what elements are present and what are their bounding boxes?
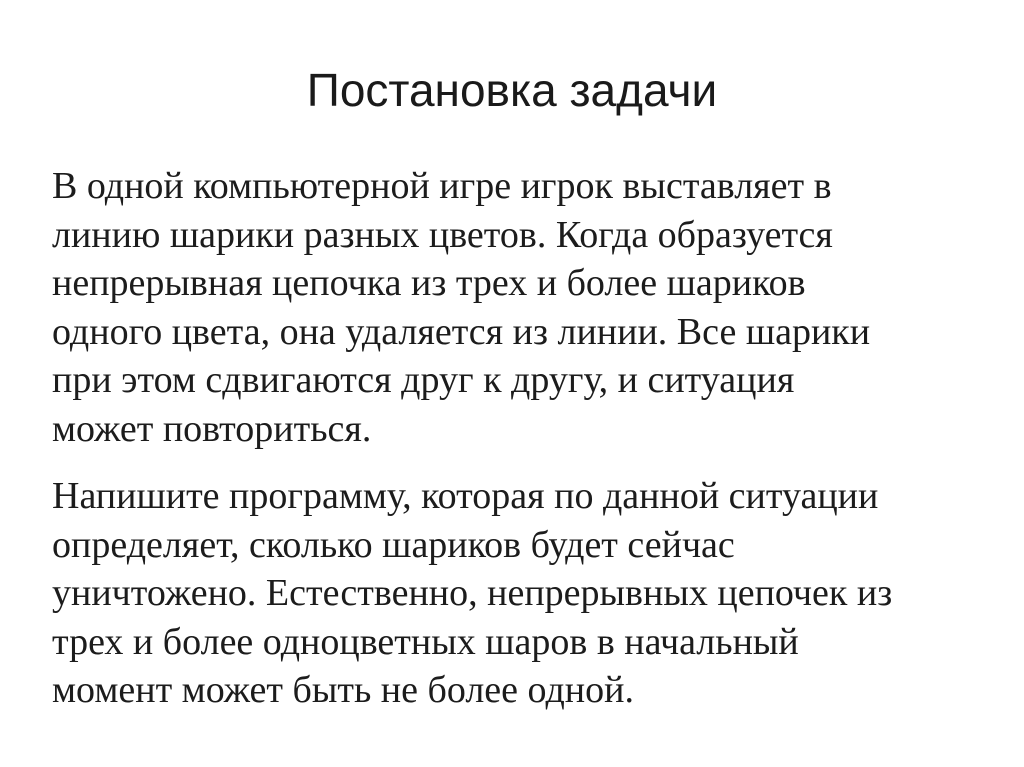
text-line: Напишите программу, которая по данной ситуации <box>52 475 879 517</box>
text-line: трех и более одноцветных шаров в начальный <box>52 620 799 663</box>
text-line: непрерывная цепочка из трех и более шариков <box>52 262 806 304</box>
text-line: момент может быть не более одной. <box>52 669 634 711</box>
text-line: В одной компьютерной игре игрок выставляет в <box>52 165 832 207</box>
text-line: линию шарики разных цветов. Когда образуется <box>52 213 833 256</box>
text-line: определяет, сколько шариков будет сейчас <box>52 523 735 566</box>
paragraph-problem-description <box>52 162 992 453</box>
text-line: может повториться. <box>52 407 372 450</box>
text-line: уничтожено. Естественно, непрерывных цепочек из <box>52 572 893 614</box>
text-line: одного цвета, она удаляется из линии. Все шарики <box>52 310 871 353</box>
slide-body <box>52 162 992 715</box>
paragraph-task-statement <box>52 472 992 715</box>
text-line: при этом сдвигаются друг к другу, и ситуация <box>52 359 795 401</box>
slide-title: Постановка задачи <box>306 64 718 116</box>
